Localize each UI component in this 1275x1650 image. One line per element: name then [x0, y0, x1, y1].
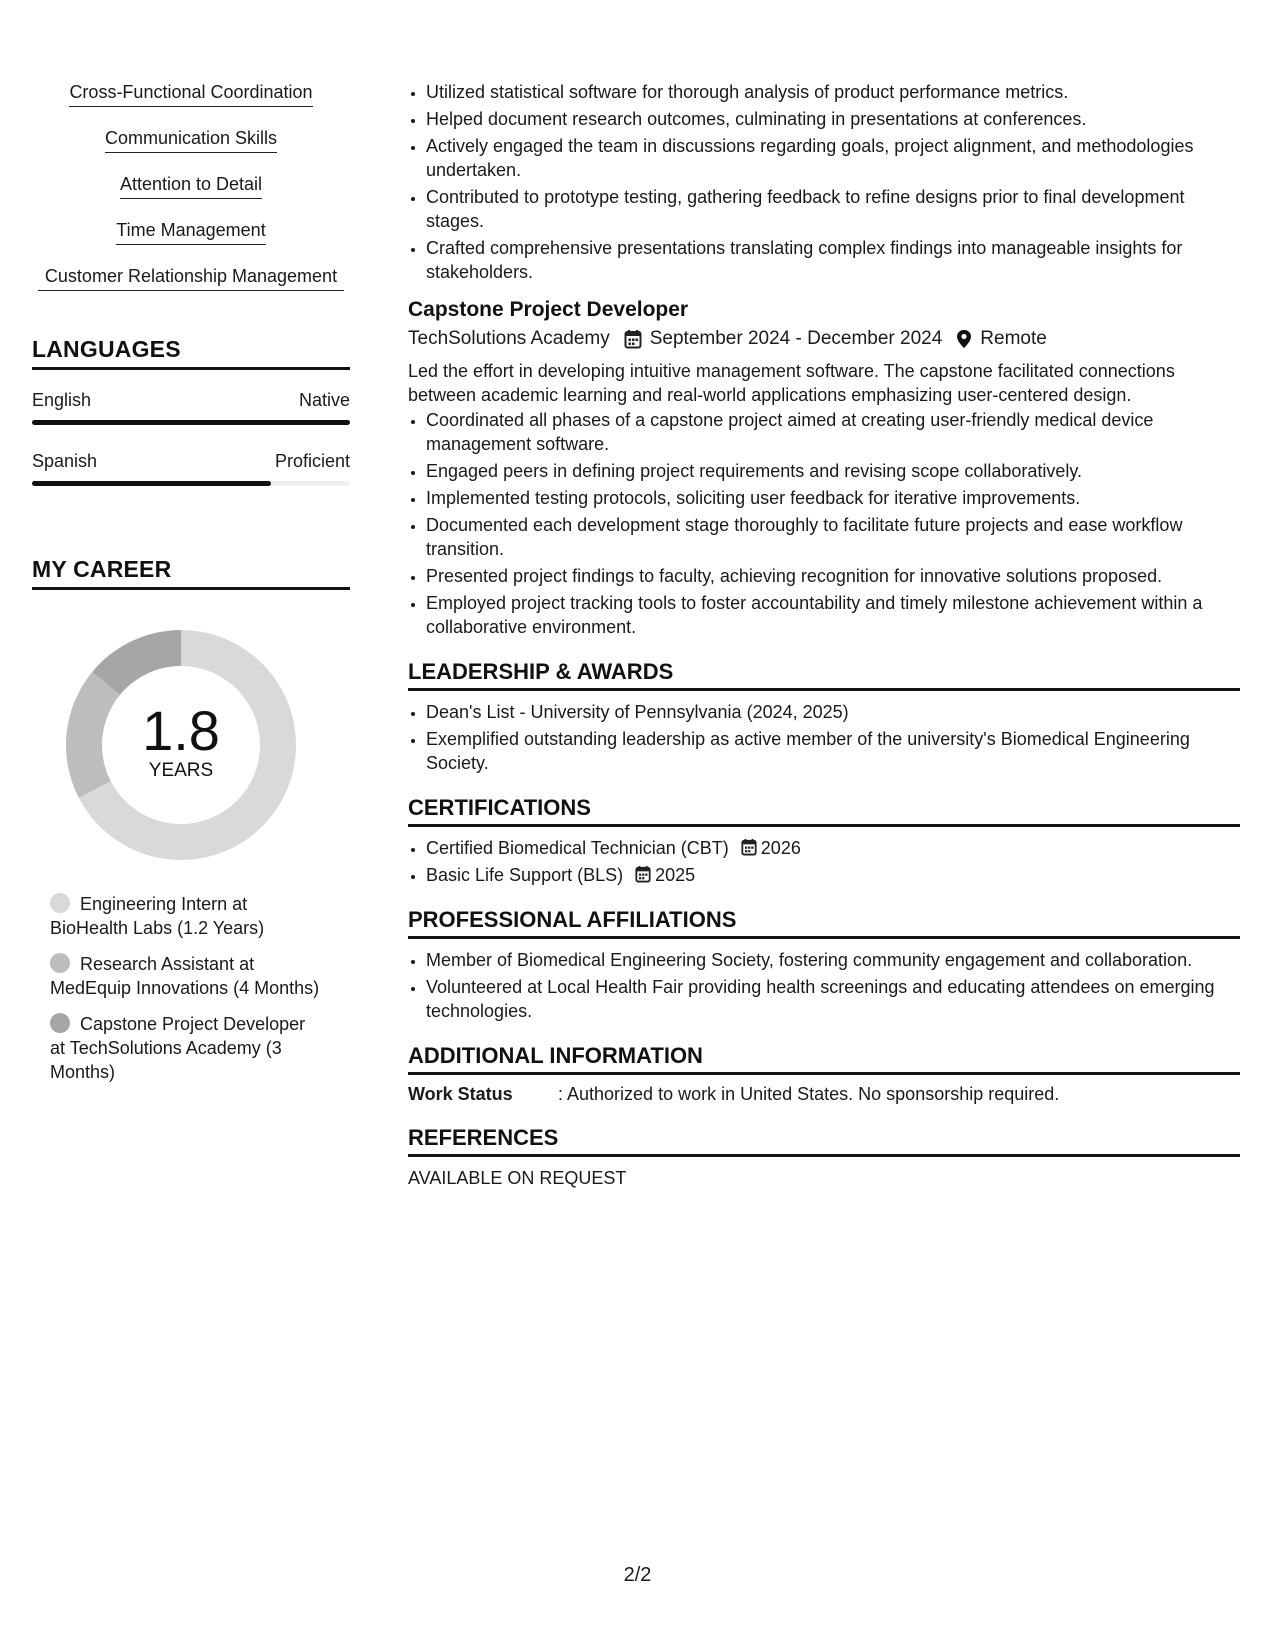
- capstone-bullets: [408, 408, 1240, 639]
- calendar-icon: [741, 838, 757, 856]
- list-item: • Dean's List - University of Pennsylvania (2024, 2025): [426, 700, 1240, 724]
- leadership-section: [408, 659, 1240, 775]
- skill-item: Customer Relationship Management: [86, 264, 296, 291]
- sidebar: [32, 80, 350, 1096]
- job-dates: September 2024 - December 2024: [649, 328, 943, 349]
- prev-job-bullets: [408, 80, 1240, 284]
- list-item: • Member of Biomedical Engineering Society, fostering community engagement and collaboration.: [426, 948, 1240, 972]
- capstone-entry: [408, 298, 1240, 639]
- main-content: [408, 80, 1240, 1189]
- company-name: TechSolutions Academy: [408, 328, 610, 349]
- references-section: [408, 1125, 1240, 1189]
- certification-item: • Basic Life Support (BLS) 2025: [426, 863, 1240, 887]
- section-title: ADDITIONAL INFORMATION: [408, 1043, 1240, 1075]
- career-section: [32, 556, 350, 1084]
- work-status-row: [408, 1084, 1240, 1105]
- language-bar-fill: [32, 481, 271, 486]
- job-meta: [408, 328, 1240, 350]
- certification-year: 2026: [760, 838, 801, 858]
- skill-item: Cross-Functional Coordination: [32, 80, 350, 107]
- language-level: Native: [298, 390, 350, 410]
- language-bar: [32, 481, 350, 486]
- list-item: • Contributed to prototype testing, gathering feedback to refine designs prior to final development stages.: [426, 185, 1240, 233]
- list-item: • Implemented testing protocols, soliciting user feedback for iterative improvements.: [426, 486, 1240, 510]
- skill-item: Attention to Detail: [32, 172, 350, 199]
- certifications-section: [408, 795, 1240, 887]
- list-item: • Employed project tracking tools to foster accountability and timely milestone achievement within a collaborative environment.: [426, 591, 1240, 639]
- language-name: Spanish: [32, 451, 98, 471]
- legend-item: Capstone Project Developer at TechSolutions Academy (3 Months): [50, 1014, 306, 1082]
- additional-section: [408, 1043, 1240, 1105]
- work-status-value: : Authorized to work in United States. No sponsorship required.: [558, 1084, 1060, 1104]
- location-pin-icon: [956, 329, 972, 349]
- legend-dot-icon: [50, 893, 70, 913]
- job-location: Remote: [980, 328, 1047, 349]
- job-description: Led the effort in developing intuitive management software. The capstone facilitated connections between academic learning and real-world applications emphasizing user-centered design.: [408, 361, 1175, 405]
- languages-section: [32, 336, 350, 486]
- list-item: • Helped document research outcomes, culminating in presentations at conferences.: [426, 107, 1240, 131]
- language-bar: [32, 420, 350, 425]
- list-item: • Engaged peers in defining project requirements and revising scope collaboratively.: [426, 459, 1240, 483]
- language-bar-fill: [32, 420, 350, 425]
- section-title: CERTIFICATIONS: [408, 795, 1240, 827]
- list-item: • Crafted comprehensive presentations translating complex findings into manageable insights for stakeholders.: [426, 236, 1240, 284]
- legend-item: Research Assistant at MedEquip Innovations (4 Months): [50, 954, 320, 998]
- certification-item: • Certified Biomedical Technician (CBT) 2026: [426, 836, 1240, 860]
- list-item: • Utilized statistical software for thorough analysis of product performance metrics.: [426, 80, 1240, 104]
- legend-dot-icon: [50, 953, 70, 973]
- job-title: Capstone Project Developer: [408, 298, 689, 321]
- legend-item: Engineering Intern at BioHealth Labs (1.2 Years): [50, 894, 265, 938]
- skill-item: Communication Skills: [32, 126, 350, 153]
- affiliations-section: [408, 907, 1240, 1023]
- language-item: [32, 451, 350, 486]
- language-item: [32, 390, 350, 425]
- references-text: AVAILABLE ON REQUEST: [408, 1168, 627, 1188]
- list-item: • Actively engaged the team in discussions regarding goals, project alignment, and methodologies undertaken.: [426, 134, 1240, 182]
- list-item: • Coordinated all phases of a capstone project aimed at creating user-friendly medical device management software.: [426, 408, 1240, 456]
- skills-list: [32, 80, 350, 291]
- certification-year: 2025: [655, 865, 696, 885]
- list-item: • Exemplified outstanding leadership as active member of the university's Biomedical Engineering Society.: [426, 727, 1240, 775]
- list-item: • Volunteered at Local Health Fair providing health screenings and educating attendees on emerging technologies.: [426, 975, 1240, 1023]
- section-title: REFERENCES: [408, 1125, 1240, 1157]
- languages-title: LANGUAGES: [32, 336, 350, 370]
- list-item: • Presented project findings to faculty, achieving recognition for innovative solutions proposed.: [426, 564, 1240, 588]
- career-total-unit: YEARS: [148, 760, 214, 781]
- calendar-icon: [624, 329, 642, 349]
- language-level: Proficient: [274, 451, 350, 471]
- career-legend: [32, 892, 350, 1084]
- work-status-label: Work Status: [408, 1084, 513, 1104]
- calendar-icon: [635, 865, 651, 883]
- section-title: PROFESSIONAL AFFILIATIONS: [408, 907, 1240, 939]
- career-total-value: 1.8: [142, 699, 220, 762]
- skill-item: Time Management: [32, 218, 350, 245]
- career-title: MY CAREER: [32, 556, 350, 590]
- career-donut: [66, 630, 296, 860]
- page-number: 2/2: [623, 1564, 652, 1586]
- section-title: LEADERSHIP & AWARDS: [408, 659, 1240, 691]
- list-item: • Documented each development stage thoroughly to facilitate future projects and ease workflow transition.: [426, 513, 1240, 561]
- language-name: English: [32, 390, 92, 410]
- legend-dot-icon: [50, 1013, 70, 1033]
